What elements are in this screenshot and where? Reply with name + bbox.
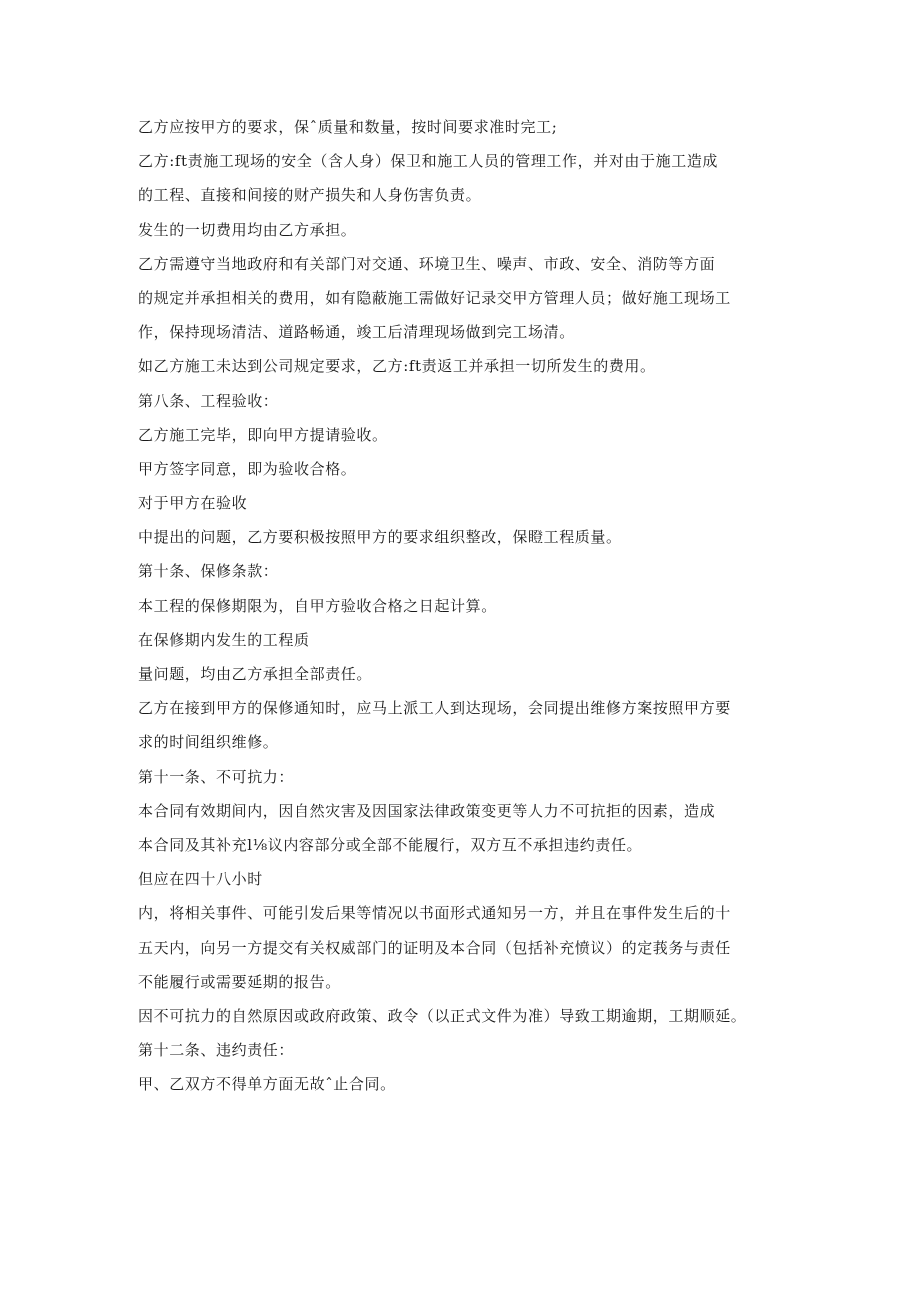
text-line: 乙方在接到甲方的保修通知时，应马上派工人到达现场，会同提出维修方案按照甲方要 bbox=[138, 699, 731, 718]
text-line: 的规定并承担相关的费用，如有隐蔽施工需做好记录交甲方管理人员；做好施工现场工 bbox=[138, 288, 731, 307]
text-line: 的工程、直接和间接的财产损失和人身伤害负责。 bbox=[138, 186, 482, 205]
text-line: 本合同及其补充l⅛议内容部分或全部不能履行，双方互不承担违约责任。 bbox=[138, 835, 643, 854]
text-line: 乙方需遵守当地政府和有关部门对交通、环境卫生、噪声、市政、安全、消防等方面 bbox=[138, 254, 716, 273]
text-line: 中提出的问题，乙方要积极按照甲方的要求组织整改，保瞪工程质量。 bbox=[138, 528, 622, 547]
contract-text-body bbox=[138, 110, 798, 1101]
text-line: 乙方施工完毕，即向甲方提请验收。 bbox=[138, 425, 388, 444]
text-line: 作，保持现场清洁、道路畅通，竣工后清理现场做到完工场清。 bbox=[138, 323, 575, 342]
text-line: 本合同有效期间内，因自然灾害及因国家法律政策变更等人力不可抗拒的因素，造成 bbox=[138, 801, 716, 820]
text-line: 不能履行或需要延期的报告。 bbox=[138, 972, 341, 991]
text-line: 发生的一切费用均由乙方承担。 bbox=[138, 220, 357, 239]
text-line: 五天内，向另一方提交有关权威部门的证明及本合同（包括补充愤议）的定莪务与责任 bbox=[138, 938, 731, 957]
text-line: 因不可抗力的自然原因或政府政策、政令（以正式文件为准）导致工期逾期，工期顺延。 bbox=[138, 1006, 747, 1025]
section-heading-article-12: 第十二条、违约责任： bbox=[138, 1041, 295, 1060]
section-heading-article-8: 第八条、工程验收： bbox=[138, 391, 279, 410]
text-line: 甲、乙双方不得单方面无故ˆ止合同。 bbox=[138, 1075, 396, 1094]
text-line: 对于甲方在验收 bbox=[138, 494, 248, 513]
text-line: 在保修期内发生的工程质 bbox=[138, 630, 310, 649]
text-line: 甲方签字同意，即为验收合格。 bbox=[138, 459, 357, 478]
section-heading-article-11: 第十一条、不可抗力： bbox=[138, 767, 295, 786]
text-line: 如乙方施工未达到公司规定要求，乙方:ft责返工并承担一切所发生的费用。 bbox=[138, 357, 656, 376]
text-line: 求的时间组织维修。 bbox=[138, 733, 279, 752]
section-heading-article-10: 第十条、保修条款： bbox=[138, 562, 279, 581]
text-line: 乙方应按甲方的要求，保ˆ质量和数量，按时间要求准时完工; bbox=[138, 118, 558, 136]
text-line: 乙方:ft责施工现场的安全（含人身）保卫和施工人员的管理工作，并对由于施工造成 bbox=[138, 152, 719, 171]
text-line: 本工程的保修期限为，自甲方验收合格之日起计算。 bbox=[138, 596, 497, 615]
text-line: 内，将相关事件、可能引发后果等情况以书面形式通知另一方，并且在事件发生后的十 bbox=[138, 904, 731, 923]
text-line: 但应在四十八小时 bbox=[138, 870, 263, 889]
text-line: 量问题，均由乙方承担全部责任。 bbox=[138, 665, 373, 683]
